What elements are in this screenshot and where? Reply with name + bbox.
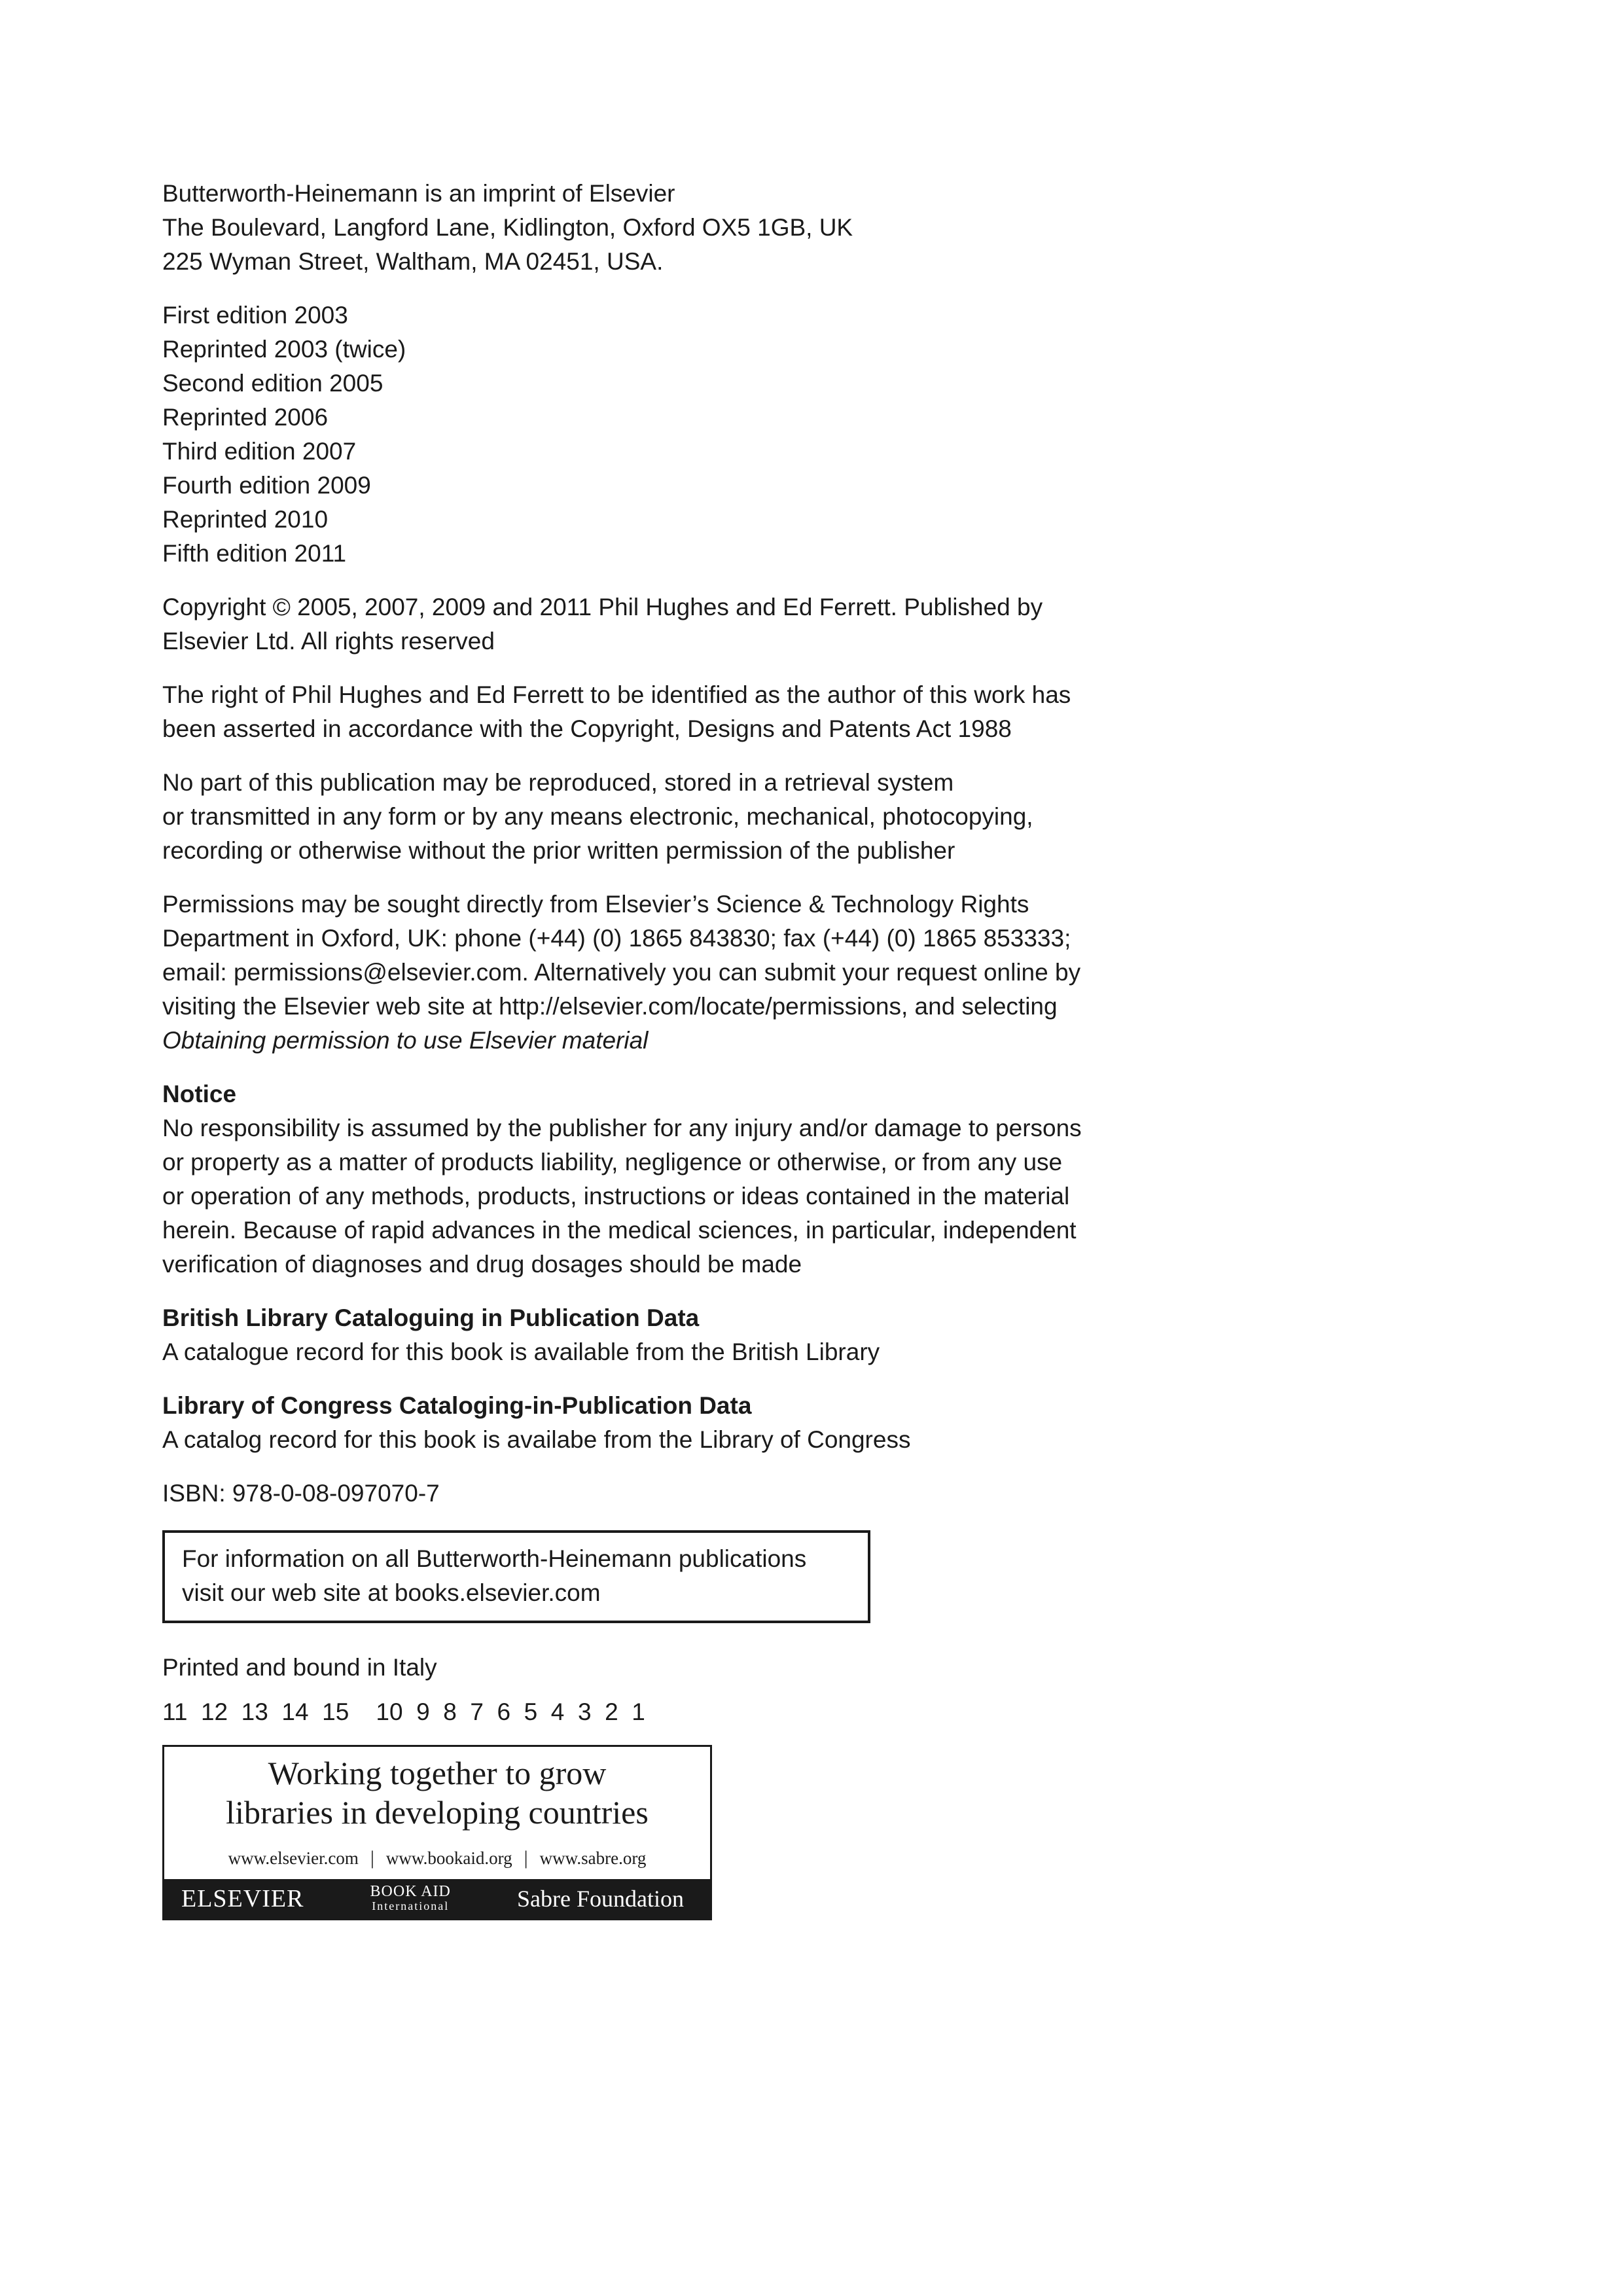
edition-line: Third edition 2007 bbox=[162, 438, 357, 465]
permissions-info bbox=[162, 888, 1222, 1058]
bookaid-logo-bottom: International bbox=[372, 1899, 450, 1912]
elsevier-url: www.elsevier.com bbox=[228, 1848, 359, 1868]
permissions-line: Permissions may be sought directly from Elsevier’s Science & Technology Rights bbox=[162, 891, 1029, 918]
permissions-italic-line: Obtaining permission to use Elsevier material bbox=[162, 1027, 649, 1054]
notice-line: verification of diagnoses and drug dosages should be made bbox=[162, 1251, 802, 1278]
british-library-section bbox=[162, 1301, 1222, 1369]
edition-history bbox=[162, 298, 1222, 571]
moral-rights bbox=[162, 678, 1222, 746]
reproduction-line: recording or otherwise without the prior written permission of the publisher bbox=[162, 837, 955, 864]
web-info-box bbox=[162, 1530, 870, 1623]
notice-heading: Notice bbox=[162, 1081, 237, 1107]
banner-urls bbox=[164, 1835, 710, 1879]
edition-line: Reprinted 2003 (twice) bbox=[162, 336, 406, 363]
print-impressions: 10 9 8 7 6 5 4 3 2 1 bbox=[376, 1698, 645, 1725]
notice-line: No responsibility is assumed by the publisher for any injury and/or damage to persons bbox=[162, 1115, 1082, 1141]
edition-line: Second edition 2005 bbox=[162, 370, 383, 397]
permissions-line: visiting the Elsevier web site at http://elsevier.com/locate/permissions, and selecting bbox=[162, 993, 1058, 1020]
publisher-line: The Boulevard, Langford Lane, Kidlington, Oxford OX5 1GB, UK bbox=[162, 214, 853, 241]
page-content bbox=[162, 177, 1222, 1920]
rights-line: The right of Phil Hughes and Ed Ferrett to be identified as the author of this work has bbox=[162, 681, 1071, 708]
reproduction-line: No part of this publication may be reproduced, stored in a retrieval system bbox=[162, 769, 954, 796]
print-number-line bbox=[162, 1695, 1222, 1729]
web-info-line: visit our web site at books.elsevier.com bbox=[182, 1579, 601, 1606]
notice-section bbox=[162, 1077, 1222, 1282]
isbn: ISBN: 978-0-08-097070-7 bbox=[162, 1480, 440, 1507]
edition-line: Reprinted 2006 bbox=[162, 404, 329, 431]
british-library-heading: British Library Cataloguing in Publication Data bbox=[162, 1304, 700, 1331]
print-years: 11 12 13 14 15 bbox=[162, 1698, 349, 1725]
printing-info bbox=[162, 1651, 1222, 1729]
rights-line: been asserted in accordance with the Copyright, Designs and Patents Act 1988 bbox=[162, 715, 1012, 742]
url-separator: | bbox=[370, 1847, 374, 1869]
isbn-section bbox=[162, 1477, 1222, 1511]
printed-location: Printed and bound in Italy bbox=[162, 1654, 437, 1681]
banner-slogan bbox=[164, 1747, 710, 1835]
notice-line: or operation of any methods, products, instructions or ideas contained in the material bbox=[162, 1183, 1070, 1210]
edition-line: First edition 2003 bbox=[162, 302, 348, 329]
web-info-line: For information on all Butterworth-Heinemann publications bbox=[182, 1545, 807, 1572]
banner-logo-bar bbox=[164, 1879, 710, 1918]
edition-line: Fourth edition 2009 bbox=[162, 472, 371, 499]
publisher-line: 225 Wyman Street, Waltham, MA 02451, USA. bbox=[162, 248, 664, 275]
publisher-address bbox=[162, 177, 1222, 279]
reproduction-line: or transmitted in any form or by any means electronic, mechanical, photocopying, bbox=[162, 803, 1033, 830]
notice-line: or property as a matter of products liability, negligence or otherwise, or from any use bbox=[162, 1149, 1063, 1175]
sabre-logo: Sabre Foundation bbox=[517, 1886, 684, 1912]
library-of-congress-text: A catalog record for this book is availabe from the Library of Congress bbox=[162, 1426, 911, 1453]
sabre-url: www.sabre.org bbox=[539, 1848, 647, 1868]
library-of-congress-section bbox=[162, 1389, 1222, 1457]
bookaid-logo-top: BOOK AID bbox=[370, 1883, 451, 1900]
slogan-line: Working together to grow bbox=[268, 1755, 607, 1791]
publisher-line: Butterworth-Heinemann is an imprint of Elsevier bbox=[162, 180, 675, 207]
url-separator: | bbox=[524, 1847, 528, 1869]
book-aid-banner bbox=[162, 1745, 712, 1920]
notice-line: herein. Because of rapid advances in the medical sciences, in particular, independent bbox=[162, 1217, 1077, 1244]
slogan-line: libraries in developing countries bbox=[226, 1794, 649, 1831]
reproduction-notice bbox=[162, 766, 1222, 868]
british-library-text: A catalogue record for this book is available from the British Library bbox=[162, 1338, 880, 1365]
permissions-line: email: permissions@elsevier.com. Alternatively you can submit your request online by bbox=[162, 959, 1081, 986]
permissions-line: Department in Oxford, UK: phone (+44) (0) 1865 843830; fax (+44) (0) 1865 853333; bbox=[162, 925, 1071, 952]
copyright-line: Copyright © 2005, 2007, 2009 and 2011 Phil Hughes and Ed Ferrett. Published by bbox=[162, 594, 1043, 620]
elsevier-logo: ELSEVIER bbox=[181, 1885, 304, 1912]
edition-line: Reprinted 2010 bbox=[162, 506, 329, 533]
copyright-statement bbox=[162, 590, 1222, 658]
bookaid-logo bbox=[370, 1884, 451, 1913]
library-of-congress-heading: Library of Congress Cataloging-in-Publication Data bbox=[162, 1392, 752, 1419]
bookaid-url: www.bookaid.org bbox=[385, 1848, 512, 1868]
edition-line: Fifth edition 2011 bbox=[162, 540, 347, 567]
copyright-line: Elsevier Ltd. All rights reserved bbox=[162, 628, 495, 655]
